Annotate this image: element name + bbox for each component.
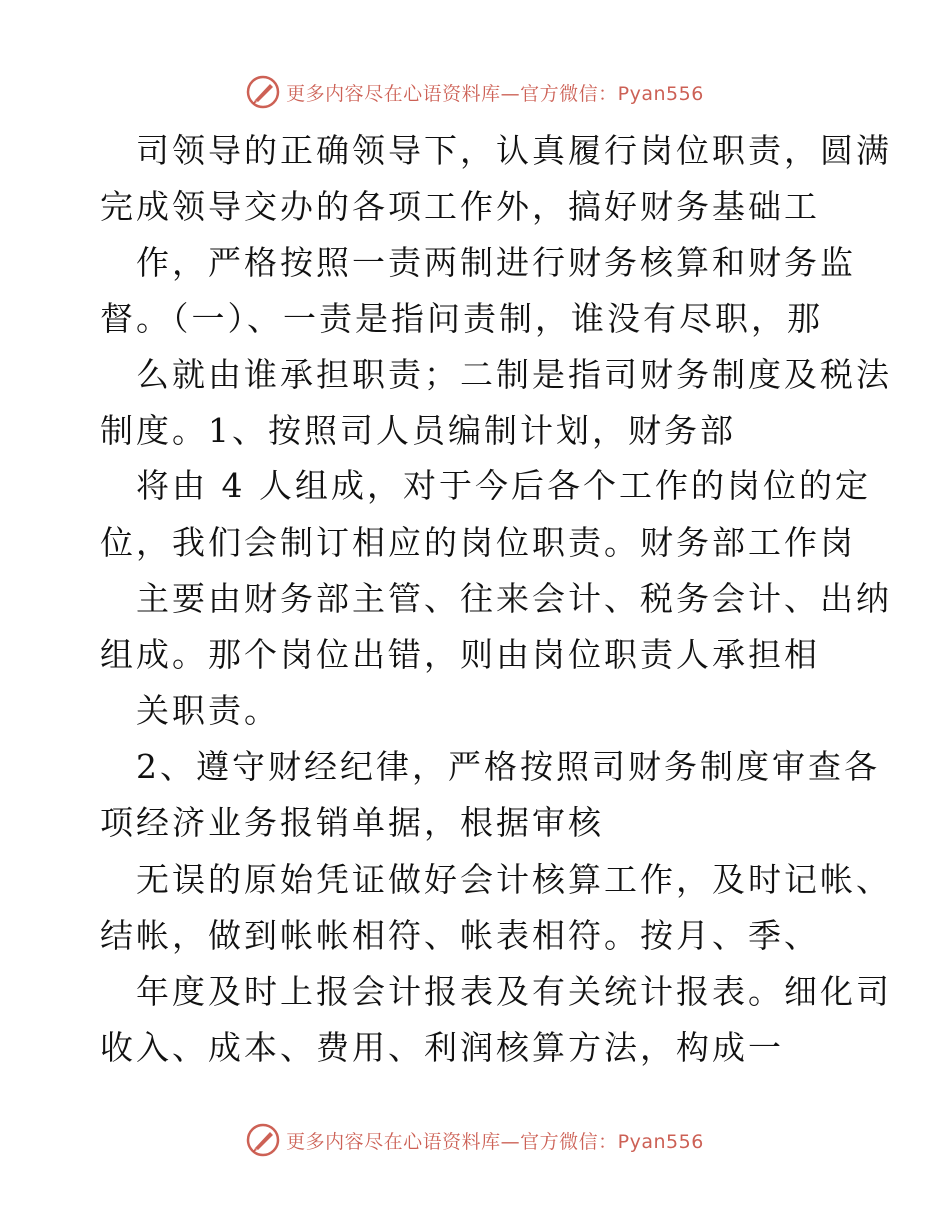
text-line: 制度。1、按照司人员编制计划，财务部 bbox=[100, 411, 736, 450]
text-line: 年度及时上报会计报表及有关统计报表。细化司 bbox=[136, 972, 892, 1011]
text-line: 主要由财务部主管、往来会计、税务会计、出纳 bbox=[136, 579, 892, 618]
text-line: 将由 4 人组成，对于今后各个工作的岗位的定 bbox=[136, 466, 871, 505]
text-line: 关职责。 bbox=[136, 691, 280, 730]
text-line: 组成。那个岗位出错，则由岗位职责人承担相 bbox=[100, 635, 820, 674]
text-line: 么就由谁承担职责；二制是指司财务制度及税法 bbox=[136, 355, 892, 394]
header-watermark-text: 更多内容尽在心语资料库—官方微信：Pyan556 bbox=[286, 82, 704, 105]
quill-pen-logo bbox=[246, 75, 280, 109]
quill-pen-logo bbox=[246, 1123, 280, 1157]
text-line: 结帐，做到帐帐相符、帐表相符。按月、季、 bbox=[100, 916, 820, 955]
text-line: 无误的原始凭证做好会计核算工作，及时记帐、 bbox=[136, 860, 892, 899]
text-line: 督。（一）、一责是指问责制，谁没有尽职，那 bbox=[100, 299, 823, 338]
footer-watermark-text: 更多内容尽在心语资料库—官方微信：Pyan556 bbox=[286, 1130, 704, 1153]
text-line: 位，我们会制订相应的岗位职责。财务部工作岗 bbox=[100, 523, 856, 562]
text-line: 完成领导交办的各项工作外，搞好财务基础工 bbox=[100, 187, 820, 226]
text-line: 司领导的正确领导下，认真履行岗位职责，圆满 bbox=[136, 131, 892, 170]
footer-watermark bbox=[0, 1120, 950, 1160]
text-line: 作，严格按照一责两制进行财务核算和财务监 bbox=[136, 243, 856, 282]
header-watermark bbox=[0, 72, 950, 112]
text-line: 收入、成本、费用、利润核算方法，构成一 bbox=[100, 1028, 784, 1067]
text-line: 项经济业务报销单据，根据审核 bbox=[100, 803, 604, 842]
text-line: 2、遵守财经纪律，严格按照司财务制度审查各 bbox=[136, 747, 880, 786]
